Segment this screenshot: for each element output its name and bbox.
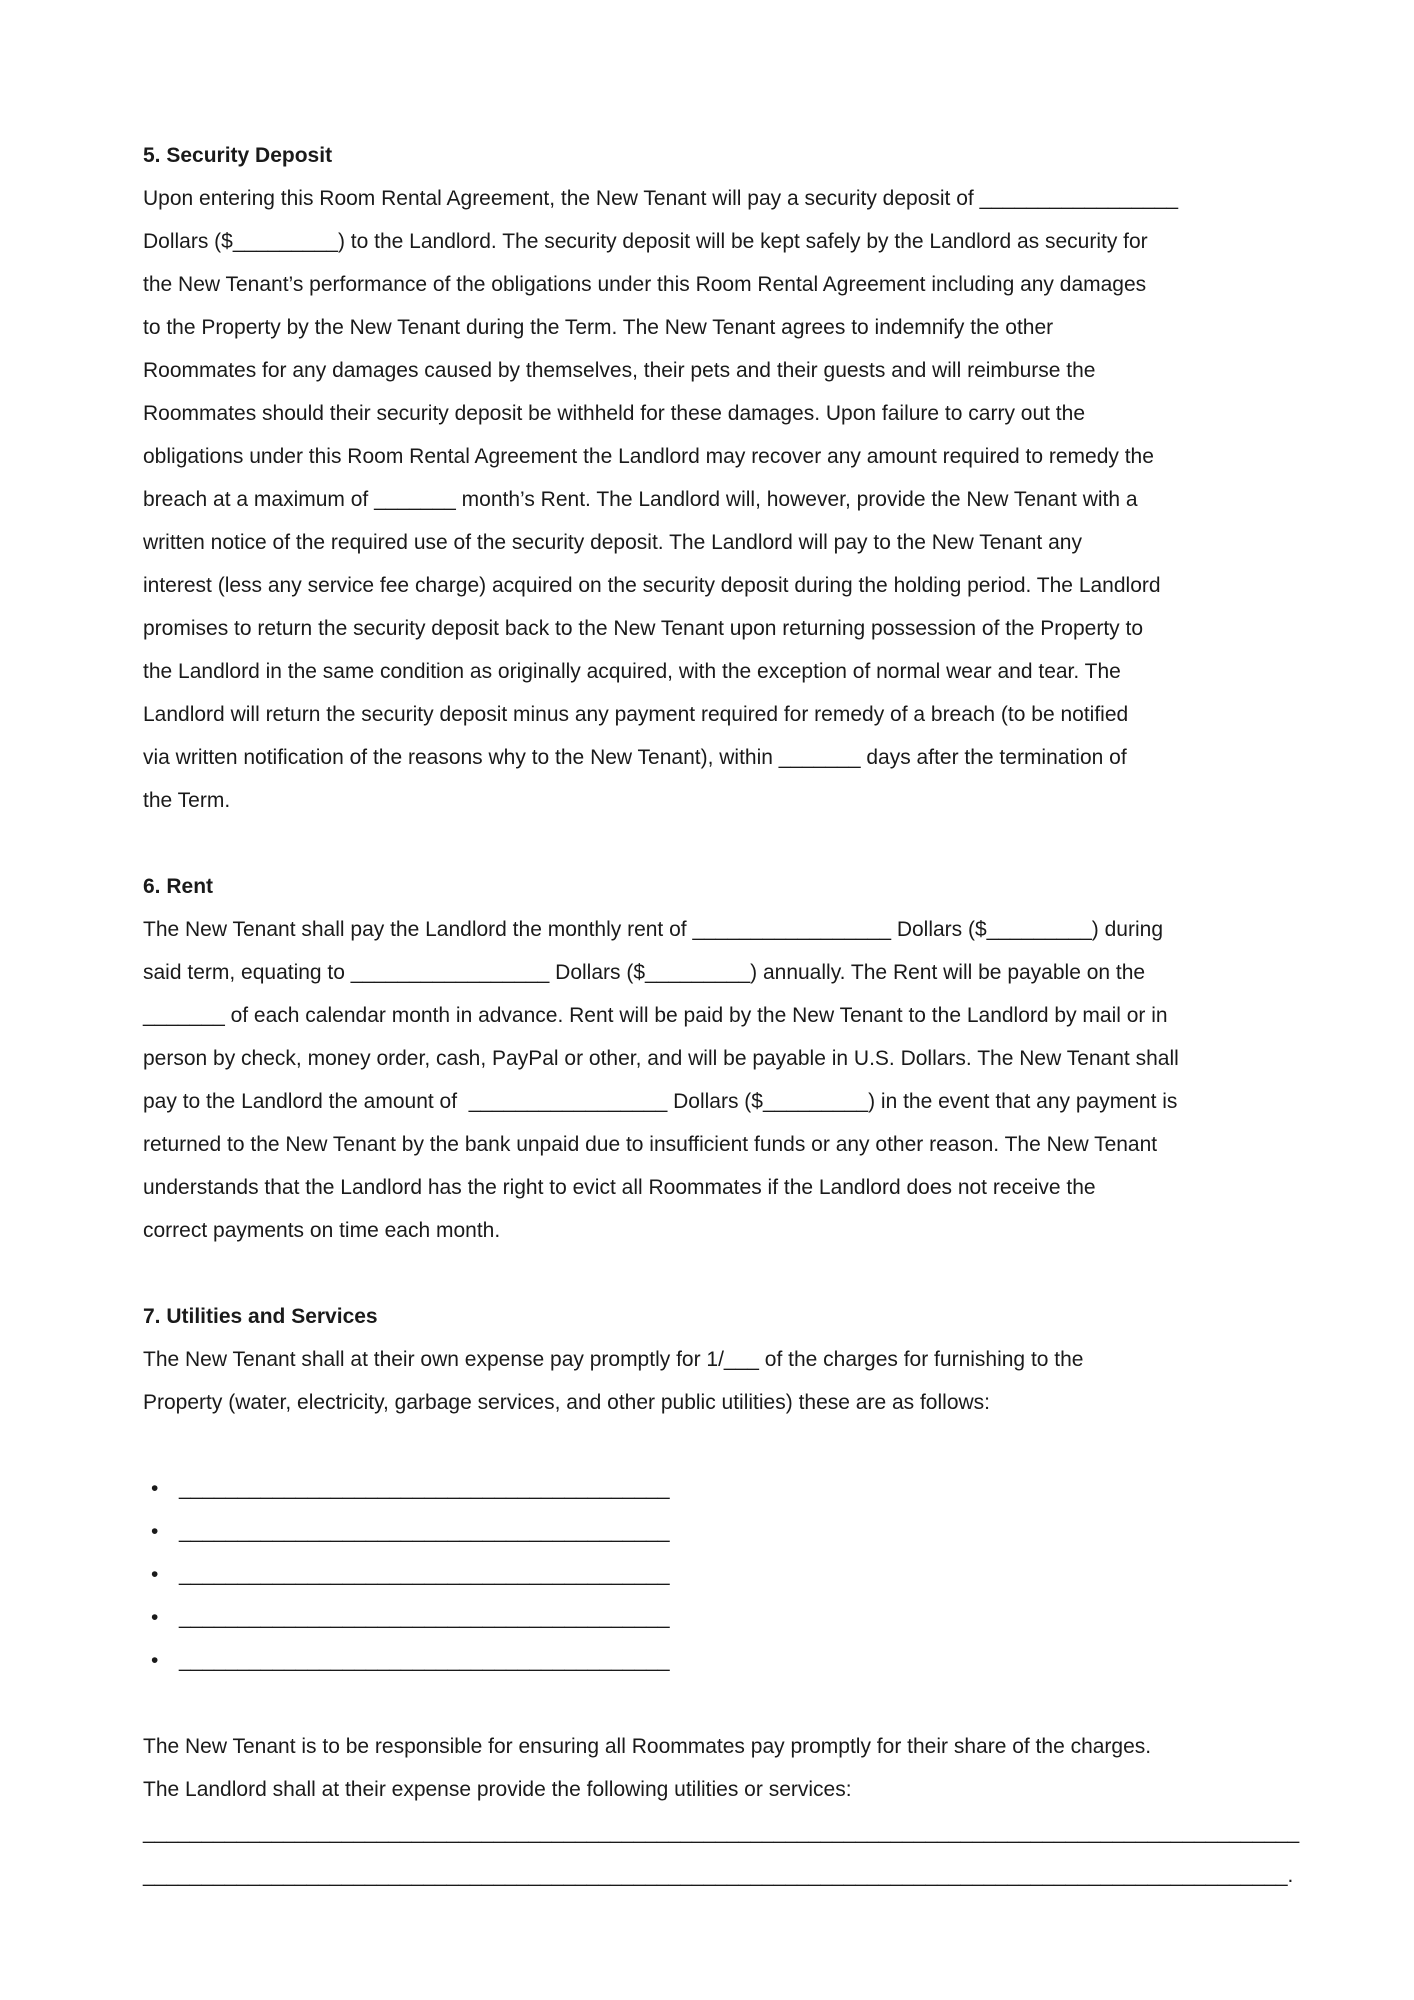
body-line: understands that the Landlord has the right to evict all Roommates if the Landlord does not receive the [143,1176,1096,1199]
section-security-deposit [143,134,1293,822]
body-line: obligations under this Room Rental Agreement the Landlord may recover any amount required to remedy the [143,445,1154,468]
body-line: Upon entering this Room Rental Agreement, the New Tenant will pay a security deposit of _________________ [143,187,1179,210]
fill-in-blank: __________________________________________ [179,1606,670,1629]
list-spacer [143,1682,1293,1725]
section-rent [143,865,1293,1252]
body-line: The New Tenant shall pay the Landlord the monthly rent of _________________ Dollars ($_________) during [143,918,1163,941]
utilities-blank-list [143,1467,1293,1682]
fill-in-blank: __________________________________________ [179,1520,670,1543]
list-spacer [143,1424,1293,1467]
body-line: _______ of each calendar month in advance. Rent will be paid by the New Tenant to the Landlord by mail or in [143,1004,1168,1027]
section-utilities-services [143,1295,1300,1897]
fill-in-line: ___________________________________________________________________________________________________ [143,1821,1300,1844]
list-item [143,1596,1293,1639]
body-line: via written notification of the reasons why to the New Tenant), within _______ days after the termination of [143,746,1127,769]
body-line: the Landlord in the same condition as originally acquired, with the exception of normal wear and tear. The [143,660,1121,683]
fill-in-blank: __________________________________________ [179,1563,670,1586]
body-line: Roommates for any damages caused by themselves, their pets and their guests and will reimburse the [143,359,1096,382]
list-item [143,1639,1293,1682]
body-line: said term, equating to _________________ Dollars ($_________) annually. The Rent will be payable on the [143,961,1146,984]
body-line: The Landlord shall at their expense provide the following utilities or services: [143,1778,852,1801]
body-line: the New Tenant’s performance of the obligations under this Room Rental Agreement including any damages [143,273,1147,296]
body-line: person by check, money order, cash, PayPal or other, and will be payable in U.S. Dollars. The New Tenant shall [143,1047,1179,1070]
body-line: Dollars ($_________) to the Landlord. The security deposit will be kept safely by the Landlord as security for [143,230,1148,253]
body-line: The New Tenant shall at their own expense pay promptly for 1/___ of the charges for furnishing to the [143,1348,1084,1371]
body-line: Property (water, electricity, garbage services, and other public utilities) these are as follows: [143,1391,990,1414]
body-line: breach at a maximum of _______ month’s Rent. The Landlord will, however, provide the New Tenant with a [143,488,1138,511]
section-spacer [143,822,1293,865]
document-page [143,134,1300,1897]
section-closing [143,1725,1300,1897]
body-line: returned to the New Tenant by the bank unpaid due to insufficient funds or any other reason. The New Tenant [143,1133,1158,1156]
section-body [143,1338,1293,1424]
section-heading: 6. Rent [143,875,214,898]
bullet-icon: • [151,1563,159,1586]
list-item [143,1553,1293,1596]
section-heading: 5. Security Deposit [143,144,333,167]
body-line: correct payments on time each month. [143,1219,501,1242]
section-body [143,908,1293,1252]
fill-in-line: __________________________________________________________________________________________________. [143,1864,1294,1887]
fill-in-blank: __________________________________________ [179,1477,670,1500]
body-line: written notice of the required use of the security deposit. The Landlord will pay to the New Tenant any [143,531,1082,554]
list-item [143,1467,1293,1510]
fill-in-blank: __________________________________________ [179,1649,670,1672]
bullet-icon: • [151,1606,159,1629]
list-item [143,1510,1293,1553]
bullet-icon: • [151,1520,159,1543]
body-line: the Term. [143,789,231,812]
bullet-icon: • [151,1649,159,1672]
bullet-icon: • [151,1477,159,1500]
body-line: interest (less any service fee charge) acquired on the security deposit during the holding period. The Landlord [143,574,1161,597]
section-heading: 7. Utilities and Services [143,1305,378,1328]
body-line: Roommates should their security deposit be withheld for these damages. Upon failure to carry out the [143,402,1085,425]
body-line: to the Property by the New Tenant during the Term. The New Tenant agrees to indemnify the other [143,316,1054,339]
section-body [143,177,1293,822]
body-line: pay to the Landlord the amount of _________________ Dollars ($_________) in the event that any payment is [143,1090,1178,1113]
body-line: The New Tenant is to be responsible for ensuring all Roommates pay promptly for their share of the charges. [143,1735,1152,1758]
section-spacer [143,1252,1293,1295]
body-line: promises to return the security deposit back to the New Tenant upon returning possession of the Property to [143,617,1144,640]
body-line: Landlord will return the security deposit minus any payment required for remedy of a breach (to be notified [143,703,1129,726]
